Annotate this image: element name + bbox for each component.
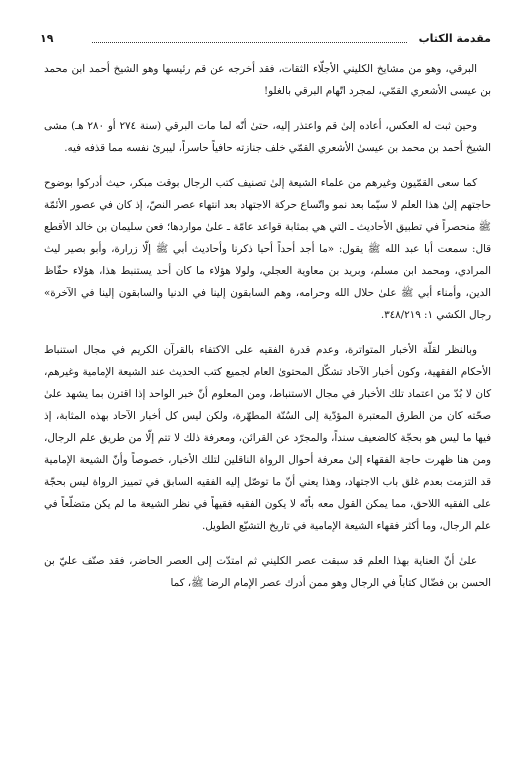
page-header bbox=[40, 28, 491, 48]
paragraph-5: علىٰ أنّ العناية بهذا العلم قد سبقت عصر الكليني ثم امتدّت إلى العصر الحاضر، فقد صنّف عليّ بن الحسن بن فضّال كتاباً في الرجال وهو ممن أدرك عصر الإمام الرضا ﷺ، كما bbox=[44, 555, 491, 589]
header-dotted-rule bbox=[92, 42, 407, 43]
paragraph-3: كما سعى القمّيون وغيرهم من علماء الشيعة إلىٰ تصنيف كتب الرجال بوقت مبكر، حيث أدركوا بوضوح حاجتهم إلىٰ هذا العلم لا سيّما بعد نمو واتّساع حركة الاجتهاد بعد انتهاء عصر النصّ، إذ كان في عصور الأئمّة ﷺ منحصراً في تطبيق الأحاديث ـ التي هي بمثابة قواعد عامّة ـ علىٰ مواردها؛ فعن سليمان بن خالد الأقطع قال: سمعت أبا عبد الله ﷺ يقول: «ما أجد أحداً أحيا ذكرنا وأحاديث أبي ﷺ إلّا زرارة، وأبو بصير ليث المرادي، ومحمد ابن مسلم، وبريد بن معاوية العجلي، ولولا هؤلاء ما كان أحد يستنبط هذا، هؤلاء حفّاظ الدين، وأمناء أبي ﷺ علىٰ حلال الله وحرامه، وهم السابقون إلينا في الدنيا والسابقون إلينا في الآخرة» رجال الكشي ١: ٣٤٨/٢١٩. bbox=[44, 177, 491, 321]
section-title: مقدمة الكتاب bbox=[418, 32, 491, 45]
page-body bbox=[44, 58, 491, 607]
paragraph-2: وحين ثبت له العكس، أعاده إلىٰ قم واعتذر إليه، حتىٰ أنّه لما مات البرقي (سنة ٢٧٤ أو ٢٨٠ هـ) مشى الشيخ أحمد بن محمد بن عيسىٰ الأشعري القمّي خلف جنازته حافياً حاسراً، ليبرئ نفسه مما قذفه فيه. bbox=[44, 120, 491, 154]
page-number: ١٩ bbox=[40, 32, 54, 45]
paragraph-4: وبالنظر لقلّة الأخبار المتواترة، وعدم قدرة الفقيه على الاكتفاء بالقرآن الكريم في مجال استنباط الأحكام الفقهية، وكون أخبار الآحاد تشكّل المحتوىٰ العام لجميع كتب الحديث عند الشيعة الإمامية وغيرهم، كان لا بُدّ من اعتماد تلك الأخبار في مجال الاستنباط، ومن المعلوم أنّ خبر الواحد إذا اقترن بما يشهد علىٰ صحّته كان من الطرق المعتبرة المؤدّية إلى السُنّة المطهّرة، ولكن ليس كل أخبار الآحاد بهذه المثابة، إذ فيها ما ليس هو بحجّة كالضعيف سنداً، والمجرّد عن القرائن، ومعرفة ذلك لا تتم إلّا من طريق علم الرجال، ومن هنا ظهرت حاجة الفقهاء إلىٰ معرفة أحوال الرواة الناقلين لتلك الأخبار، خصوصاً وأنّ الشيعة الإمامية قد التزمت بعدم غلق باب الاجتهاد، وهذا يعني أنّ ما توصّل إليه الفقيه السابق في تمييز الرواة ليس بحجّة على الفقيه اللاحق، مما يمكن القول معه بأنّه لا يكون الفقيه فقيهاً في نظر الشيعة ما لم يكن متضلّعاً في علم الرجال، وما أكثر فقهاء الشيعة الإمامية في تاريخ التشيّع الطويل. bbox=[44, 344, 491, 532]
paragraph-1: البرقي، وهو من مشايخ الكليني الأجلّاء الثقات، فقد أخرجه عن قم رئيسها وهو الشيخ أحمد ابن محمد بن عيسى الأشعري القمّي، لمجرد اتّهام البرقي بالغلو! bbox=[44, 63, 491, 97]
